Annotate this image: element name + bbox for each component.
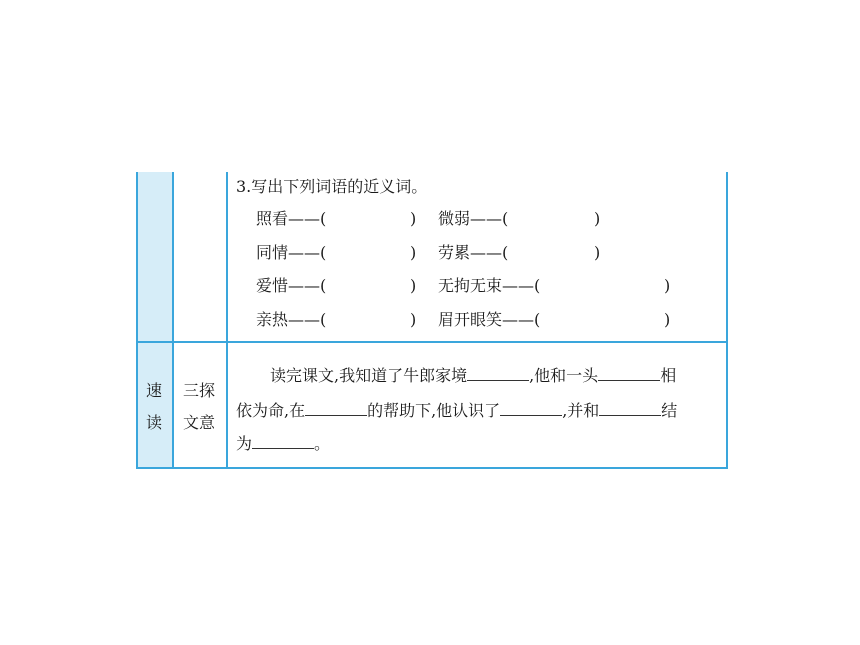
passage-text: ,他和一头 [529,366,599,385]
passage-line-3 [236,433,330,454]
category-label-su: 速 [146,381,163,400]
passage-text: 相 [660,366,677,385]
table-bottom-border [136,467,728,469]
passage-text: 为 [236,434,253,453]
word-pair-right-3: 无拘无束——( [438,276,541,295]
table-row-divider [136,341,728,343]
passage-text: ,并和 [562,401,600,420]
passage-line-1 [270,365,676,386]
question-title: 3.写出下列词语的近义词。 [236,177,428,196]
word-pair-left-close-1: ) [410,209,417,228]
word-pair-right-close-2: ) [594,243,601,262]
passage-line-2 [236,400,677,421]
subcategory-label-wenyi: 文意 [183,413,216,432]
word-pair-right-1: 微弱——( [438,209,509,228]
answer-blank[interactable] [252,433,314,449]
word-pair-right-close-1: ) [594,209,601,228]
answer-blank[interactable] [598,365,660,381]
table-col1-divider [172,172,174,469]
word-pair-left-3: 爱惜——( [256,276,327,295]
word-pair-right-close-4: ) [664,310,671,329]
word-pair-right-close-3: ) [664,276,671,295]
word-pair-left-2: 同情——( [256,243,327,262]
word-pair-right-2: 劳累——( [438,243,509,262]
answer-blank[interactable] [599,400,661,416]
word-pair-left-1: 照看——( [256,209,327,228]
table-right-border [726,172,728,469]
word-pair-left-4: 亲热——( [256,310,327,329]
word-pair-left-close-4: ) [410,310,417,329]
passage-text: 的帮助下,他认识了 [367,401,501,420]
subcategory-label-santan: 三探 [183,381,216,400]
answer-blank[interactable] [467,365,529,381]
answer-blank[interactable] [305,400,367,416]
word-pair-right-4: 眉开眼笑——( [438,310,541,329]
category-label-du: 读 [146,413,163,432]
word-pair-left-close-3: ) [410,276,417,295]
word-pair-left-close-2: ) [410,243,417,262]
passage-text: 结 [661,401,678,420]
passage-text: 读完课文,我知道了牛郎家境 [270,366,468,385]
answer-blank[interactable] [500,400,562,416]
table-col2-divider [226,172,228,469]
passage-text: 依为命,在 [236,401,306,420]
passage-text: 。 [314,434,331,453]
table-left-border [136,172,138,469]
